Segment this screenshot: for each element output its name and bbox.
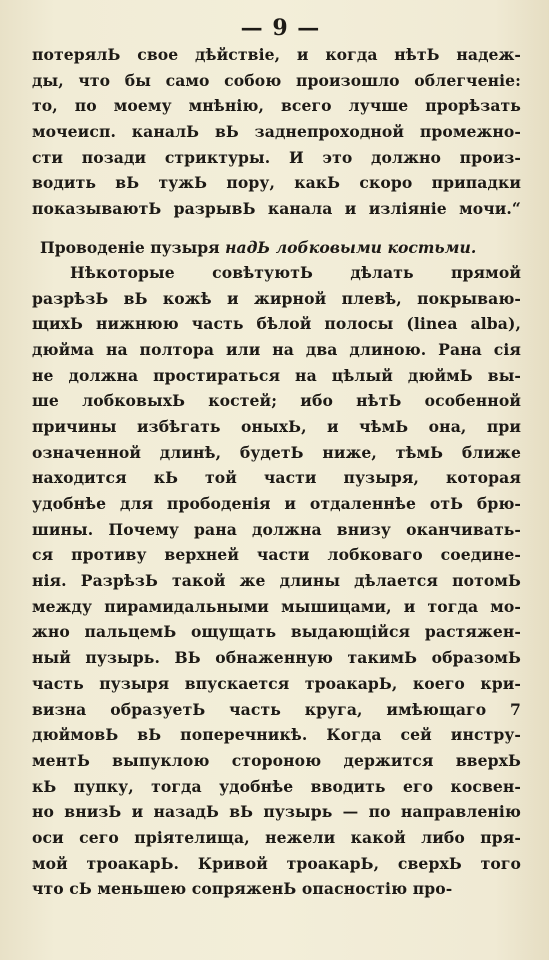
text-line: нія. РазрѣзЬ такой же длины дѣлается потомЬ [32,571,521,591]
text-line: разрѣзЬ вЬ кожѣ и жирной плевѣ, покрываю- [32,288,521,308]
text-line: шины. Почему рана должна внизу оканчивать- [32,519,521,539]
text-line: ный пузырь. ВЬ обнаженную такимЬ образомЬ [32,648,521,668]
text-line: что сЬ меньшею сопряженЬ опасностію про- [32,879,453,899]
text-line: удобнѣе для прободенія и отдаленнѣе отЬ брю- [32,494,521,513]
text-line: Нѣкоторые совѣтуютЬ дѣлать прямой [70,262,521,282]
section-heading-main: Проводеніе пузыря [40,237,226,257]
text-line: часть пузыря впускается троакарЬ, коего кри- [32,673,521,693]
text-line: то, по моему мнѣнію, всего лучше прорѣзать [32,96,521,116]
text-line: визна образуетЬ часть круга, имѣющаго 7 [32,699,521,719]
text-line: причины избѣгать оныхЬ, и чѣмЬ она, при [32,416,521,436]
text-line: потерялЬ свое дѣйствіе, и когда нѣтЬ надеж- [32,45,521,64]
text-line: дюйма на полтора или на два длиною. Рана сія [32,339,521,359]
text-line: водить вЬ тужЬ пору, какЬ скоро припадки [32,173,521,193]
text-line: сти позади стриктуры. И это должно произ- [32,147,521,167]
text-line: оси сего пріятелища, нежели какой либо пря- [32,827,521,847]
text-line: мочеисп. каналЬ вЬ заднепроходной промежно- [32,122,521,142]
text-line: показываютЬ разрывЬ канала и изліяніе мочи.“ [32,199,521,219]
paragraph-continued [32,42,521,222]
text-line: ды, что бы само собою произошло облегченіе: [32,70,521,90]
text-line: не должна простираться на цѣлый дюймЬ вы- [32,365,521,385]
page-number: — 9 — [240,15,321,41]
section-gap [32,222,521,235]
text-line: мой троакарЬ. Кривой троакарЬ, сверхЬ того [32,853,521,873]
text-line: щихЬ нижнюю часть бѣлой полосы (linea alba), [32,314,521,334]
section-heading [32,235,521,260]
text-line: находится кЬ той части пузыря, которая [32,468,521,488]
text-line: ше лобковыхЬ костей; ибо нѣтЬ особенной [32,391,521,411]
paragraph-body [32,260,521,902]
text-line: означенной длинѣ, будетЬ ниже, тѣмЬ ближе [32,442,521,462]
text-line: кЬ пупку, тогда удобнѣе вводить его косвен- [32,776,521,796]
text-line: дюймовЬ вЬ поперечникѣ. Когда сей инстру- [32,725,521,745]
section-heading-emphasis: надЬ лобковыми костьми. [225,237,477,257]
text-line: ся противу верхней части лобковаго соедине- [32,545,521,565]
text-line: но внизЬ и назадЬ вЬ пузырь — по направленію [32,802,521,822]
text-line: ментЬ выпуклою стороною держится вверхЬ [32,750,521,770]
text-line: жно пальцемЬ ощущать выдающійся растяжен- [32,622,521,642]
text-line: между пирамидальными мышицами, и тогда мо- [32,596,521,616]
